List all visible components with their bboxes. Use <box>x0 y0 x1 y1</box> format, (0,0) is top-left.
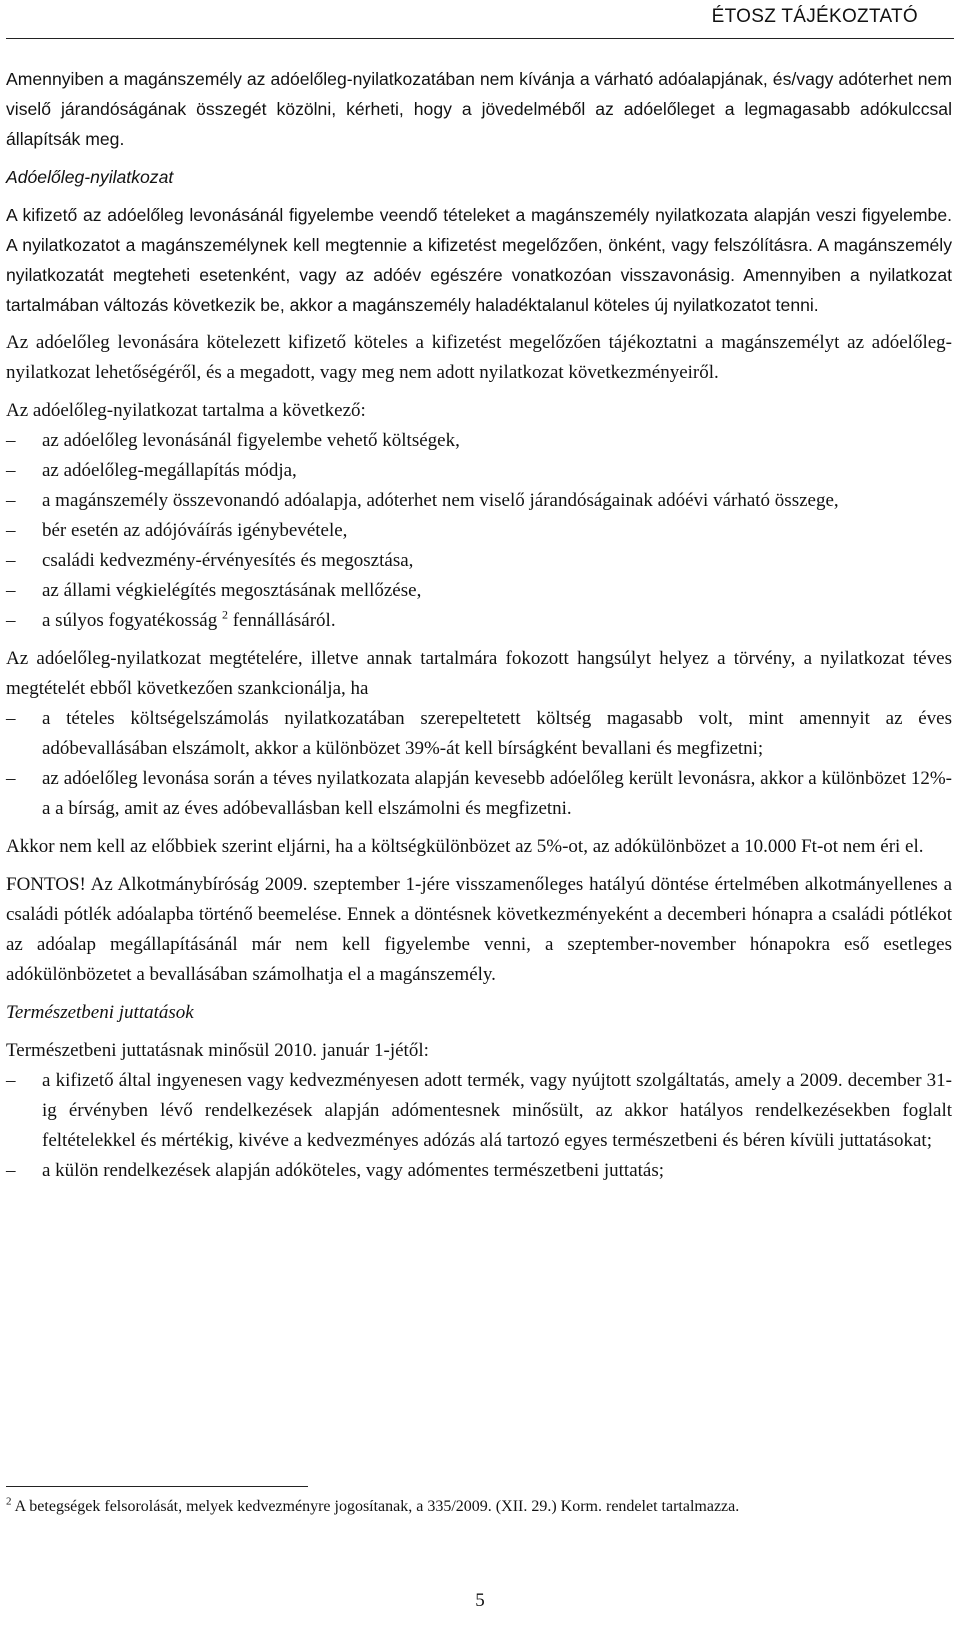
content-list <box>6 426 952 636</box>
important-paragraph: FONTOS! Az Alkotmánybíróság 2009. szeptember 1-jére visszamenőleges hatályú döntése értelmében alkotmányellenes a családi pótlék adóalapba történő beemelése. Ennek a döntésnek következményeként a decemberi hónapra a családi pótlékot az adóalap megállapításánál már nem kell figyelembe venni, a szeptember-november hónapokra eső esetleges adókülönbözetet a bevallásában számolhatja el a magánszemély. <box>6 874 952 985</box>
paragraph: Az adóelőleg-nyilatkozat megtételére, illetve annak tartalmára fokozott hangsúlyt helyez a törvény, a nyilatkozat téves megtételét ebből következően szankcionálja, ha <box>6 648 952 699</box>
list-item-text: a súlyos fogyatékosság <box>42 610 218 631</box>
list-item: – az adóelőleg levonásánál figyelembe vehető költségek, <box>6 426 952 456</box>
list-item: – bér esetén az adójóváírás igénybevétele, <box>6 516 952 546</box>
list-item: – a külön rendelkezések alapján adóköteles, vagy adómentes természetbeni juttatás; <box>6 1156 952 1186</box>
benefits-list <box>6 1066 952 1186</box>
paragraph: Az adóelőleg levonására kötelezett kifizető köteles a kifizetést megelőzően tájékoztatni a magánszemélyt az adóelőleg-nyilatkozat lehetőségéről, és a megadott, vagy meg nem adott nyilatkozat következményeiről. <box>6 332 952 383</box>
paragraph: Akkor nem kell az előbbiek szerint eljárni, ha a költségkülönbözet az 5%-ot, az adókülönbözet a 10.000 Ft-ot nem éri el. <box>6 836 924 857</box>
footnote-marker: 2 <box>6 1495 12 1508</box>
header-title: ÉTOSZ TÁJÉKOZTATÓ <box>711 6 918 27</box>
list-item: – az adóelőleg-megállapítás módja, <box>6 456 952 486</box>
list-intro: Természetbeni juttatásnak minősül 2010. január 1-jétől: <box>6 1040 429 1061</box>
paragraph: A kifizető az adóelőleg levonásánál figyelembe veendő tételeket a magánszemély nyilatkozata alapján veszi figyelembe. A nyilatkozatot a magánszemélynek kell megtennie a kifizetést megelőzően, önként, vagy felszólításra. A magánszemély nyilatkozatát megteheti esetenként, vagy az adóév egészére vonatkozóan visszavonásig. Amennyiben a nyilatkozat tartalmában változás következik be, akkor a magánszemély haladéktalanul köteles új nyilatkozatot tenni. <box>6 205 952 315</box>
list-intro: Az adóelőleg-nyilatkozat tartalma a következő: <box>6 400 366 421</box>
list-item-text-end: fennállásáról. <box>227 610 336 631</box>
sanctions-list <box>6 704 952 824</box>
footnote-reference: 2 <box>221 607 228 622</box>
list-item: – a kifizető által ingyenesen vagy kedvezményesen adott termék, vagy nyújtott szolgáltatás, amely a 2009. december 31-ig érvényben lévő rendelkezések alapján adómentesnek minősült, az akkor hatályos rendelkezésekben foglalt feltételekkel és mértékig, kivéve a kedvezményes adózás alá tartozó egyes természetbeni és béren kívüli juttatásokat; <box>6 1066 952 1156</box>
list-item <box>6 606 952 636</box>
page-number: 5 <box>475 1590 485 1611</box>
section-heading-benefits-in-kind: Természetbeni juttatások <box>6 1002 194 1023</box>
document-body <box>6 64 952 1194</box>
list-item: – a tételes költségelszámolás nyilatkozatában szerepeltetett költség magasabb volt, mint amennyit az éves adóbevallásában elszámolt, akkor a különbözet 39%-át kell bírságként bevallani és megfizetni; <box>6 704 952 764</box>
footnote <box>6 1494 952 1519</box>
footnote-divider <box>6 1486 308 1487</box>
intro-paragraph: Amennyiben a magánszemély az adóelőleg-nyilatkozatában nem kívánja a várható adóalapjának, és/vagy adóterhet nem viselő járandóságának összegét közölni, kérheti, hogy a jövedelméből az adóelőleget a legmagasabb adókulccsal állapítsák meg. <box>6 69 952 149</box>
list-item: – az adóelőleg levonása során a téves nyilatkozata alapján kevesebb adóelőleg került levonásra, akkor a különbözet 12%-a a bírság, amit az éves adóbevallásban kell elszámolni és megfizetni. <box>6 764 952 824</box>
footnote-text: A betegségek felsorolását, melyek kedvezményre jogosítanak, a 335/2009. (XII. 29.) Korm. rendelet tartalmazza. <box>11 1498 740 1515</box>
section-heading-advance-tax: Adóelőleg-nyilatkozat <box>6 167 174 187</box>
list-item: – az állami végkielégítés megosztásának mellőzése, <box>6 576 952 606</box>
list-item: – a magánszemély összevonandó adóalapja, adóterhet nem viselő járandóságainak adóévi várható összege, <box>6 486 952 516</box>
list-item: – családi kedvezmény-érvényesítés és megosztása, <box>6 546 952 576</box>
page-header <box>6 0 954 39</box>
